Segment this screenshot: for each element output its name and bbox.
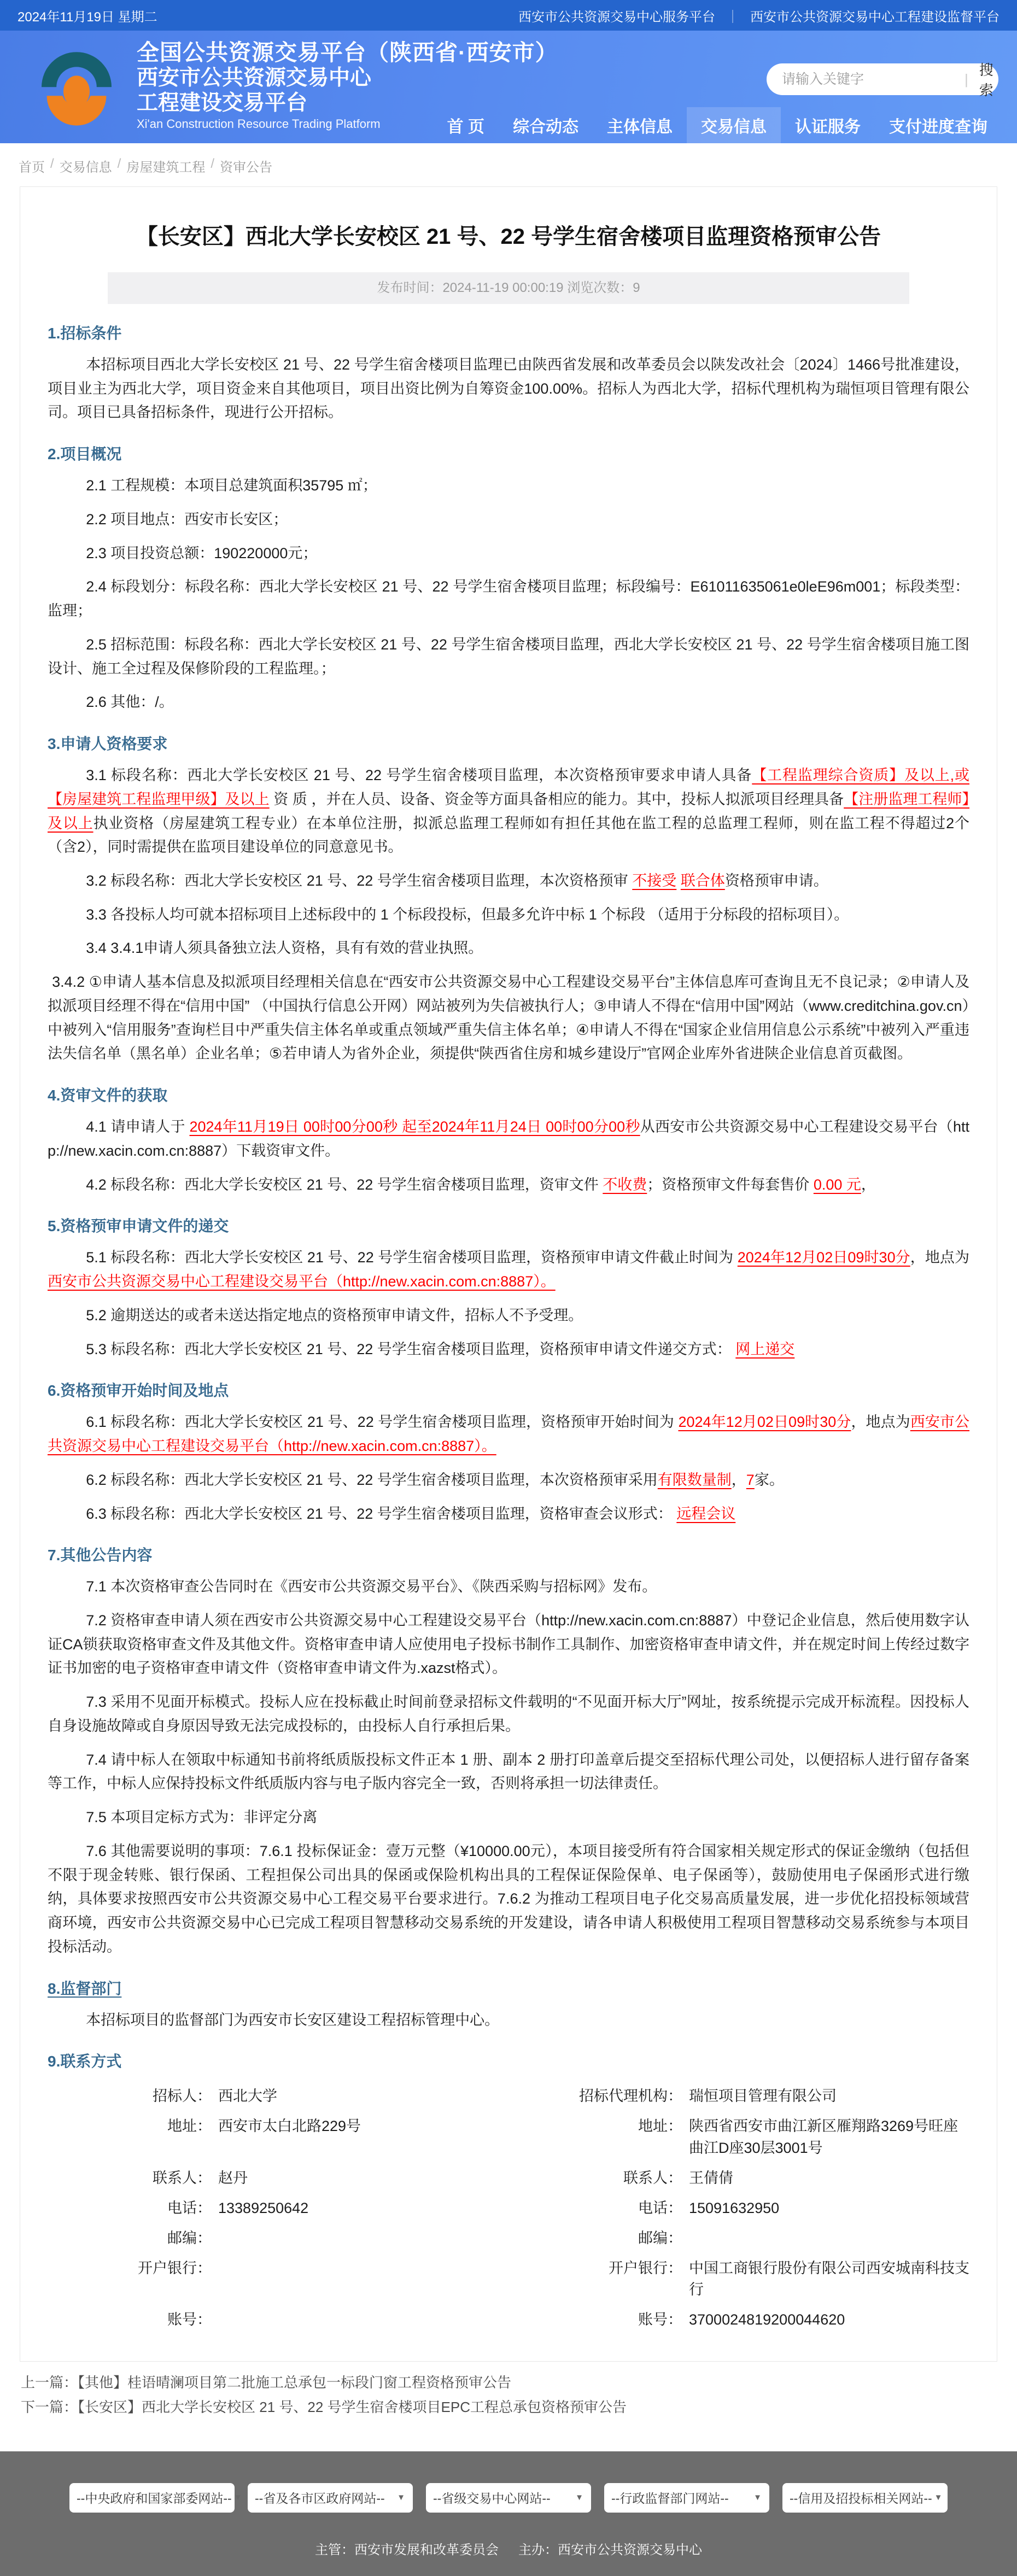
- text-run: 4.1 请申请人于: [86, 1119, 190, 1135]
- page-title: 【长安区】西北大学长安校区 21 号、22 号学生宿舍楼项目监理资格预审公告: [136, 225, 881, 249]
- red-highlight-text: 0.00 元: [813, 1176, 861, 1193]
- next-article-row: [21, 2396, 996, 2416]
- body-paragraph: [48, 1338, 969, 1362]
- contact-value: [215, 2258, 499, 2300]
- body-paragraph: [48, 474, 969, 498]
- body-paragraph: [48, 353, 969, 425]
- text-run: 资 质 ，并在人员、设备、资金等方面具备相应的能力。其中，投标人拟派项目经理具备: [269, 791, 844, 807]
- search-bar: [767, 62, 998, 98]
- breadcrumb-separator: /: [50, 156, 54, 171]
- text-run: 执业资格（房屋建筑工程专业）在本单位注册，拟派总监理工程师如有担任其他在监工程的总监理工程师，则在监工程不得超过2个（含2），同时需提供在监项目建设单位的同意意见书。: [48, 815, 970, 856]
- contact-label: 邮编：: [167, 2229, 212, 2246]
- text-run: 5.2 逾期送达的或者未送达指定地点的资格预审申请文件，招标人不予受理。: [86, 1307, 583, 1324]
- body-paragraph: [48, 575, 969, 623]
- text-run: ，: [861, 1176, 876, 1193]
- footer-credits: [0, 2539, 1017, 2558]
- body-paragraph: [48, 1304, 969, 1328]
- body-paragraph: [48, 936, 969, 961]
- topbar-date: 2024年11月19日 星期二: [17, 9, 157, 25]
- main-nav: [433, 107, 1002, 143]
- contact-value: 13389250642: [218, 2199, 309, 2216]
- topbar-link-separator: ｜: [726, 9, 739, 25]
- prev-article-link[interactable]: 【其他】桂语晴澜项目第二批施工总承包一标段门窗工程资格预审公告: [78, 2374, 512, 2391]
- body-paragraph: [48, 1840, 969, 1959]
- chevron-down-icon: ▼: [934, 2493, 943, 2503]
- text-run: 5.1 标段名称：西北大学长安校区 21 号、22 号学生宿舍楼项目监理，资格预审申请文件截止时间为: [86, 1249, 738, 1266]
- red-highlight-text: 7: [746, 1471, 755, 1488]
- breadcrumb-separator: /: [117, 156, 121, 171]
- next-article-link[interactable]: 【长安区】西北大学长安校区 21 号、22 号学生宿舍楼项目EPC工程总承包资格预审公告: [78, 2398, 627, 2415]
- body-paragraph: [48, 1502, 969, 1526]
- site-footer: [0, 2451, 1017, 2576]
- body-paragraph: [48, 1806, 969, 1830]
- contact-label: 地址：: [638, 2118, 682, 2135]
- text-run: 6.2 标段名称：西北大学长安校区 21 号、22 号学生宿舍楼项目监理，本次资格预审采用: [86, 1471, 658, 1488]
- contact-value: 瑞恒项目管理有限公司: [689, 2088, 837, 2105]
- text-run: 本招标项目的监督部门为西安市长安区建设工程招标管理中心。: [86, 2011, 500, 2028]
- red-highlight-text: 【工程监理综合资质】及以上,或【房屋建筑工程监理甲级】及以上: [48, 767, 969, 807]
- brand-line2: 西安市公共资源交易中心: [137, 66, 372, 90]
- contact-value: 中国工商银行股份有限公司西安城南科技支行: [689, 2260, 969, 2298]
- red-highlight-text: 网上递交: [735, 1340, 795, 1357]
- text-run: 7.3 采用不见面开标模式。投标人应在投标截止时间前登录招标文件载明的“不见面开标大厅”网址，按系统提示完成开标流程。因投标人自身设施故障或自身原因导致无法完成投标的，由投标人自行承担后果。: [48, 1694, 969, 1734]
- friend-link-select-label: --省级交易中心网站--: [433, 2491, 551, 2506]
- body-paragraph: [48, 1468, 969, 1492]
- next-article-label: 下一篇：: [21, 2398, 78, 2415]
- contact-label: 账号：: [638, 2311, 682, 2328]
- contact-table: [48, 2086, 969, 2331]
- topbar-link[interactable]: 西安市公共资源交易中心服务平台: [518, 9, 715, 25]
- brand-english: Xi'an Construction Resource Trading Platform: [137, 117, 381, 131]
- contact-label: 开户银行：: [138, 2260, 212, 2277]
- breadcrumb-item[interactable]: 房屋建筑工程: [126, 160, 206, 175]
- search-input[interactable]: [781, 71, 959, 88]
- body-paragraph: [48, 970, 969, 1066]
- text-run: 2.3 项目投资总额：190220000元；: [86, 545, 318, 561]
- text-run: 2.2 项目地点：西安市长安区；: [86, 511, 288, 528]
- text-run: 5.3 标段名称：西北大学长安校区 21 号、22 号学生宿舍楼项目监理，资格预审申请文件递交方式：: [86, 1340, 736, 1357]
- text-run: 7.5 本项目定标方式为：非评定分离: [86, 1809, 318, 1826]
- search-divider: |: [965, 71, 968, 87]
- body-paragraph: [48, 1748, 969, 1796]
- body-paragraph: [48, 2009, 969, 2033]
- nav-item-支付进度查询[interactable]: 支付进度查询: [889, 118, 987, 136]
- body-paragraph: [48, 633, 969, 681]
- contact-label: 电话：: [167, 2199, 212, 2216]
- red-highlight-text: 不收费: [603, 1176, 647, 1193]
- text-run: [676, 873, 681, 889]
- text-run: 本招标项目西北大学长安校区 21 号、22 号学生宿舍楼项目监理已由陕西省发展和改革委员会以陕发改社会〔2024〕1466号批准建设，项目业主为西北大学，项目资金来自其他项目，项目出资比例为自筹资金100.00%。招标人为西北大学，招标代理机构为瑞恒项目管理有限公司。项目已具备招标条件，现进行公开招标。: [48, 356, 969, 421]
- text-run: 3.1 标段名称：西北大学长安校区 21 号、22 号学生宿舍楼项目监理，本次资格预审要求申请人具备: [86, 767, 752, 784]
- friend-link-select[interactable]: [604, 2483, 769, 2513]
- body-paragraph: [48, 690, 969, 715]
- chevron-down-icon: ▼: [575, 2493, 583, 2503]
- contact-value: [686, 2228, 969, 2249]
- contact-label: 开户银行：: [609, 2260, 682, 2277]
- text-run: 家。: [754, 1471, 784, 1488]
- contact-value: [215, 2309, 499, 2331]
- friend-link-select-label: --行政监督部门网站--: [611, 2491, 729, 2506]
- contact-label: 地址：: [167, 2118, 212, 2135]
- prev-article-label: 上一篇：: [21, 2374, 78, 2391]
- body-paragraph: [48, 508, 969, 532]
- body-paragraph: [48, 542, 969, 566]
- site-header: [0, 31, 1017, 143]
- topbar: [0, 0, 1017, 31]
- text-run: 3.4 3.4.1申请人须具备独立法人资格，具有有效的营业执照。: [86, 940, 483, 957]
- text-run: 7.4 请中标人在领取中标通知书前将纸质版投标文件正本 1 册、副本 2 册打印盖章后提交至招标代理公司处，以便招标人进行留存备案等工作，中标人应保持投标文件纸质版内容与电子版内容完全一致，否则将承担一切法律责任。: [48, 1751, 969, 1792]
- nav-item-交易信息[interactable]: 交易信息: [687, 107, 781, 143]
- nav-item-主体信息[interactable]: 主体信息: [607, 118, 673, 136]
- text-run: 从西安市公共资源交易中心工程建设交易平台（http://new.xacin.com.cn:8887）下载资审文件。: [48, 1119, 969, 1159]
- publish-meta: 发布时间：2024-11-19 00:00:19 浏览次数：9: [108, 272, 909, 304]
- announcement-body: [48, 321, 969, 2071]
- section-heading: 3.申请人资格要求: [48, 735, 168, 753]
- text-run: ，地点为: [851, 1414, 910, 1431]
- section-heading: 8.监督部门: [48, 1980, 122, 1997]
- red-highlight-text: 2024年12月02日09时30分: [737, 1249, 910, 1266]
- contact-label: 邮编：: [638, 2229, 682, 2246]
- text-run: 资格预审申请。: [724, 873, 828, 889]
- red-highlight-text: 联合体: [680, 873, 725, 889]
- search-button[interactable]: 搜索: [979, 62, 993, 98]
- contact-value: 王倩倩: [689, 2169, 733, 2186]
- section-heading: 1.招标条件: [48, 325, 122, 342]
- friend-link-select[interactable]: [782, 2483, 948, 2513]
- body-paragraph: [48, 1246, 969, 1293]
- contact-value: 15091632950: [689, 2199, 780, 2216]
- contact-value: [215, 2228, 499, 2249]
- contact-label: 联系人：: [153, 2169, 212, 2186]
- section-heading: 5.资格预审申请文件的递交: [48, 1217, 229, 1235]
- site-logo-icon: [33, 42, 120, 129]
- breadcrumb-separator: /: [211, 156, 215, 171]
- breadcrumb-item[interactable]: 首页: [19, 160, 45, 175]
- contact-value: 3700024819200044620: [689, 2311, 845, 2328]
- body-paragraph: [48, 1690, 969, 1738]
- contact-label: 招标人：: [153, 2088, 212, 2105]
- prev-article-row: [21, 2372, 996, 2392]
- brand-line3: 工程建设交易平台: [137, 91, 308, 115]
- announcement-card: [20, 186, 997, 2362]
- pager: [21, 2372, 996, 2416]
- red-highlight-text: 西安市公共资源交易中心工程建设交易平台（http://new.xacin.com.cn:8887）。: [48, 1273, 556, 1290]
- chevron-down-icon: ▼: [397, 2493, 405, 2503]
- red-highlight-text: 不接受: [632, 873, 677, 889]
- topbar-links: [518, 6, 1000, 25]
- text-run: 7.2 资格审查申请人须在西安市公共资源交易中心工程建设交易平台（http://new.xacin.com.cn:8887）中登记企业信息，然后使用数字认证CA锁获取资格审查文件及其他文件。资格审查申请人应使用电子投标书制作工具制作、加密资格审查申请文件，并在规定时间上传经过数字证书加密的电子资格审查申请文件（资格审查申请文件为.xazst格式）。: [48, 1612, 969, 1677]
- text-run: 7.6 其他需要说明的事项：7.6.1 投标保证金：壹万元整（¥10000.00元），本项目接受所有符合国家相关规定形式的保证金缴纳（包括但不限于现金转账、银行保函、工程担保公司出具的保函或保险机构出具的工程保证保险保单、电子保函等），鼓励使用电子保函形式进行缴纳，具体要求按照西安市公共资源交易中心工程交易平台要求进行。7.6.2 为推动工程项目电子化交易高质量发展，进一步优化招投标领域营商环境，西安市公共资源交易中心已完成工程项目智慧移动交易系统的开发建设，请各申请人积极使用工程项目智慧移动交易系统参与本项目投标活动。: [48, 1842, 969, 1955]
- nav-item-综合动态[interactable]: 综合动态: [513, 118, 578, 136]
- contact-value: 赵丹: [218, 2169, 248, 2186]
- contact-value: 西北大学: [218, 2088, 277, 2105]
- text-run: 2.1 工程规模：本项目总建筑面积35795 ㎡；: [86, 477, 377, 494]
- chevron-down-icon: ▼: [233, 2493, 242, 2503]
- friend-link-select[interactable]: [426, 2483, 591, 2513]
- body-paragraph: [48, 1410, 969, 1458]
- friend-link-select-label: --信用及招投标相关网站--: [790, 2491, 932, 2506]
- text-run: 3.3 各投标人均可就本招标项目上述标段中的 1 个标段投标，但最多允许中标 1 个标段 （适用于分标段的招标项目）。: [86, 906, 849, 923]
- red-highlight-text: 有限数量制: [657, 1471, 732, 1488]
- contact-value: 西安市太白北路229号: [218, 2118, 361, 2135]
- section-heading: 4.资审文件的获取: [48, 1087, 168, 1104]
- text-run: 6.3 标段名称：西北大学长安校区 21 号、22 号学生宿舍楼项目监理，资格审查会议形式：: [86, 1505, 677, 1522]
- nav-item-首页[interactable]: 首 页: [447, 118, 484, 136]
- breadcrumb-item[interactable]: 交易信息: [59, 160, 112, 175]
- text-run: 3.4.2 ①申请人基本信息及拟派项目经理相关信息在“西安市公共资源交易中心工程建设交易平台”主体信息库可查询且无不良记录；②申请人及拟派项目经理不得在“信用中国” （中国执行信息公开网）网站被列为失信被执行人；③申请人不得在“信用中国”网站（www.creditchina.gov.cn）中被列入“信用服务”查询栏目中严重失信主体名单或重点领域严重失信主体名单；④申请人不得在“国家企业信用信息公示系统”中被列入严重违法失信名单（黑名单）企业名单；⑤若申请人为省外企业，须提供“陕西省住房和城乡建设厅”官网企业库外省进陕企业信息首页截图。: [48, 974, 969, 1062]
- friend-link-selects: [0, 2483, 1017, 2513]
- section-heading: 9.联系方式: [48, 2053, 122, 2070]
- chevron-down-icon: ▼: [753, 2493, 762, 2503]
- contact-value: 陕西省西安市曲江新区雁翔路3269号旺座曲江D座30层3001号: [689, 2118, 958, 2156]
- red-highlight-text: 远程会议: [676, 1505, 736, 1522]
- text-run: 3.2 标段名称：西北大学长安校区 21 号、22 号学生宿舍楼项目监理，本次资格预审: [86, 873, 633, 889]
- text-run: ，: [731, 1471, 746, 1488]
- friend-link-select-label: --省及各市区政府网站--: [255, 2491, 385, 2506]
- breadcrumb-item[interactable]: 资审公告: [220, 160, 273, 175]
- red-highlight-text: 2024年12月02日09时30分: [678, 1414, 851, 1431]
- contact-label: 账号：: [167, 2311, 212, 2328]
- section-heading: 2.项目概况: [48, 446, 122, 463]
- text-run: 2.6 其他：/。: [86, 694, 174, 711]
- red-highlight-text: 2024年11月19日 00时00分00秒 起至2024年11月24日 00时00分00秒: [189, 1119, 640, 1135]
- contact-label: 电话：: [638, 2199, 682, 2216]
- body-paragraph: [48, 869, 969, 893]
- text-run: 4.2 标段名称：西北大学长安校区 21 号、22 号学生宿舍楼项目监理，资审文件: [86, 1176, 603, 1193]
- contact-label: 招标代理机构：: [579, 2088, 682, 2105]
- section-heading: 6.资格预审开始时间及地点: [48, 1382, 229, 1400]
- nav-item-认证服务[interactable]: 认证服务: [795, 118, 861, 136]
- text-run: 7.1 本次资格审查公告同时在《西安市公共资源交易平台》、《陕西采购与招标网》发布。: [86, 1578, 657, 1595]
- breadcrumb: [0, 143, 1017, 184]
- footer-credit: 主管：西安市发展和改革委员会: [315, 2542, 499, 2557]
- footer-credit: 主办：西安市公共资源交易中心: [518, 2542, 702, 2557]
- body-paragraph: [48, 1115, 969, 1163]
- section-heading: 7.其他公告内容: [48, 1547, 153, 1564]
- body-paragraph: [48, 764, 969, 859]
- body-paragraph: [48, 903, 969, 927]
- text-run: 2.4 标段划分：标段名称：西北大学长安校区 21 号、22 号学生宿舍楼项目监理；标段编号：E61011635061e0leE96m001；标段类型：监理；: [48, 578, 969, 619]
- red-highlight-text: 西安市公共资源交易中心工程建设交易平台（http://new.xacin.com.cn:8887）。: [48, 1414, 970, 1455]
- text-run: 6.1 标段名称：西北大学长安校区 21 号、22 号学生宿舍楼项目监理，资格预审开始时间为: [86, 1414, 679, 1431]
- body-paragraph: [48, 1575, 969, 1599]
- body-paragraph: [48, 1173, 969, 1197]
- brand-line1: 全国公共资源交易平台（陕西省·西安市）: [137, 40, 558, 65]
- contact-label: 联系人：: [623, 2169, 682, 2186]
- text-run: ；资格预审文件每套售价: [647, 1176, 814, 1193]
- red-highlight-text: 【注册监理工程师】及以上: [48, 791, 969, 832]
- body-paragraph: [48, 1609, 969, 1681]
- friend-link-select[interactable]: [248, 2483, 413, 2513]
- text-run: 2.5 招标范围：标段名称：西北大学长安校区 21 号、22 号学生宿舍楼项目监理，西北大学长安校区 21 号、22 号学生宿舍楼项目施工图设计、施工全过程及保修阶段的工程监理。；: [48, 636, 969, 677]
- text-run: ，地点为: [910, 1249, 969, 1266]
- friend-link-select[interactable]: [69, 2483, 242, 2513]
- topbar-link[interactable]: 西安市公共资源交易中心工程建设监督平台: [750, 9, 1000, 25]
- friend-link-select-label: --中央政府和国家部委网站--: [77, 2491, 232, 2506]
